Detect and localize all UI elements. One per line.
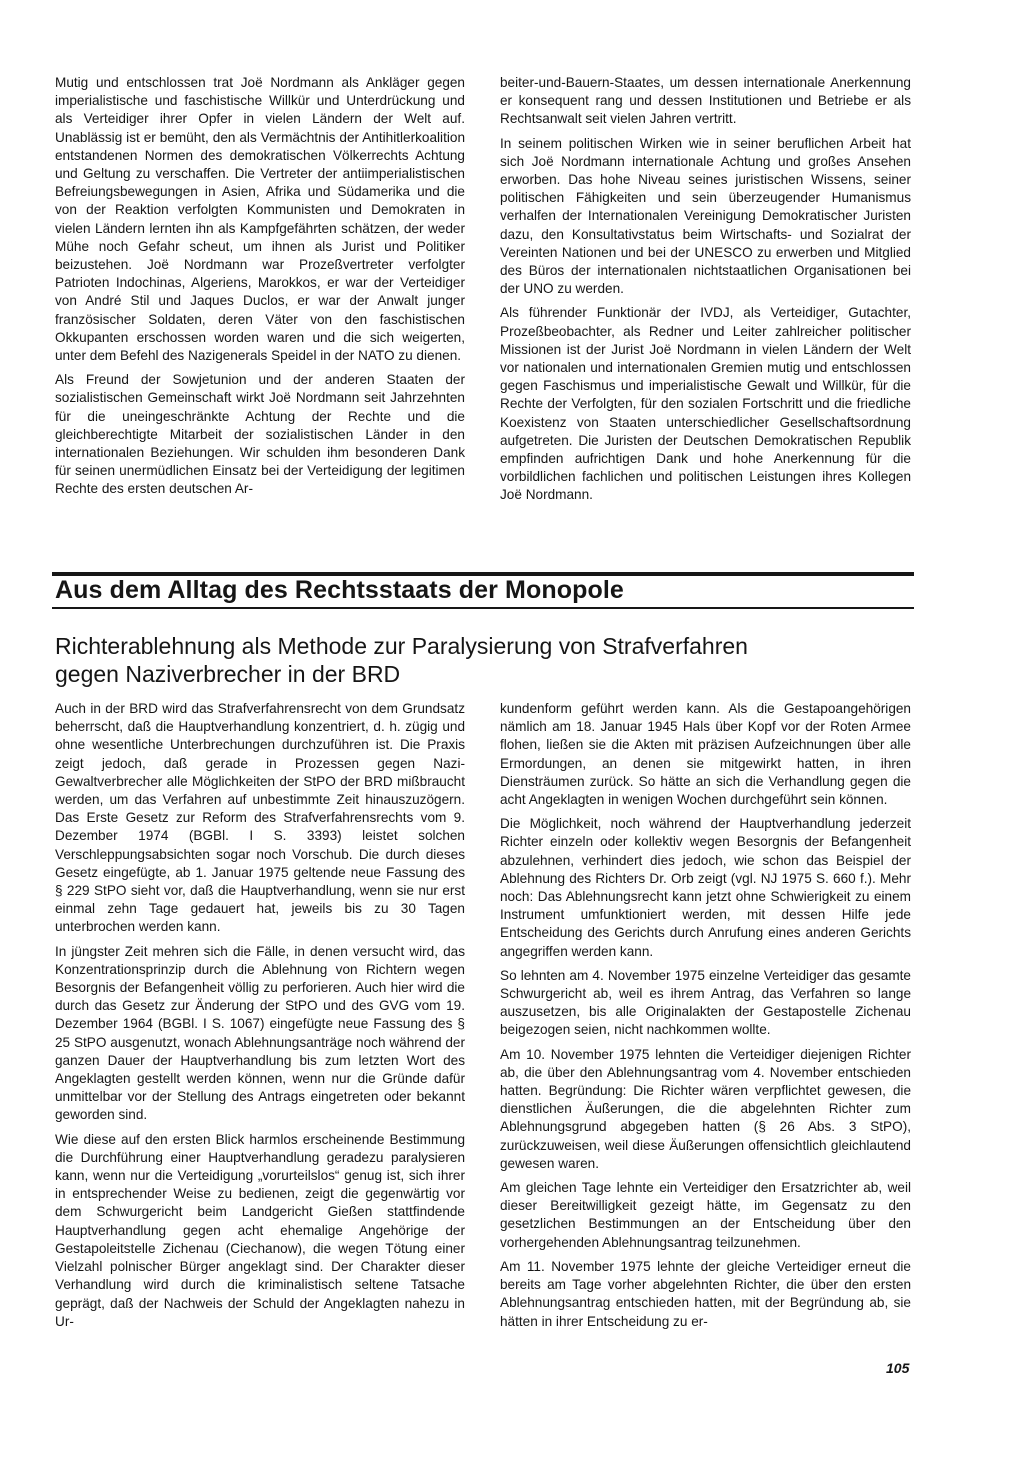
paragraph: Auch in der BRD wird das Strafverfahrensrecht von dem Grundsatz beherrscht, daß die Hauptverhandlung konzentriert, d. h. zügig und ohne wesentliche Unterbrechungen durchzuführen ist. Die Praxis zeigt jedoch, daß gerade in Prozessen gegen Nazi-Gewaltverbrecher alle Möglichkeiten der StPO der BRD mißbraucht werden, um das Verfahren auf unbestimmte Zeit hinauszuzögern. Das Erste Gesetz zur Reform des Strafverfahrensrechts vom 9. Dezember 1974 (BGBl. I S. 3393) leistet solchen Verschleppungsabsichten sogar noch Vorschub. Die durch dieses Gesetz eingefügte, ab 1. Januar 1975 geltende neue Fassung des § 229 StPO sieht vor, daß die Hauptverhandlung, wenn sie nur erst einmal zehn Tage gedauert hat, jeweils bis zu 30 Tagen unterbrochen werden kann.	[55, 701, 465, 935]
paragraph: kundenform geführt werden kann. Als die Gestapoangehörigen nämlich am 18. Januar 1945 Hals über Kopf vor der Roten Armee flohen, ließen sie die Akten mit präzisen Aufzeichnungen über alle Ermordungen, an denen sie mitgewirkt hatten, in ihren Diensträumen zurück. So hätte an sich die Verhandlung gegen die acht Angeklagten in wenigen Wochen durchgeführt sein können.	[500, 701, 911, 808]
paragraph: Wie diese auf den ersten Blick harmlos erscheinende Bestimmung die Durchführung einer Hauptverhandlung geradezu paralysieren kann, wenn nur die Verteidigung „vorurteilslos“ genug ist, sich ihrer in entsprechender Weise zu bedienen, zeigt die gegenwärtig vor dem Schwurgericht beim Landgericht Gießen stattfindende Hauptverhandlung gegen acht ehemalige Angehörige der Gestapoleitstelle Zichenau (Ciechanow), die wegen Tötung einer Vielzahl polnischer Bürger angeklagt sind. Der Charakter dieser Verhandlung wird durch die kriminalistisch seltene Tatsache geprägt, daß der Nachweis der Schuld der Angeklagten nahezu in Ur-	[55, 1131, 465, 1329]
top-left-column	[55, 74, 465, 505]
paragraph: In seinem politischen Wirken wie in seiner beruflichen Arbeit hat sich Joë Nordmann internationale Achtung und großes Ansehen erworben. Das hohe Niveau seines juristischen Wissens, seiner politischen Fähigkeiten und sein überzeugender Humanismus verhalfen der Internationalen Vereinigung Demokratischer Juristen dazu, den Konsultativstatus beim Wirtschafts- und Sozialrat der Vereinten Nationen und bei der UNESCO zu erwerben und Mitglied des Büros der internationalen nichtstaatlichen Organisationen bei der UNO zu werden.	[500, 135, 911, 297]
paragraph: In jüngster Zeit mehren sich die Fälle, in denen versucht wird, das Konzentrationsprinzip durch die Ablehnung von Richtern wegen Besorgnis der Befangenheit völlig zu perforieren. Auch hier wird die durch das Gesetz zur Änderung der StPO und des GVG vom 19. Dezember 1964 (BGBl. I S. 1067) eingefügte neue Fassung des § 25 StPO ausgenutzt, wonach Ablehnungsanträge noch während der ganzen Dauer der Hauptverhandlung bis zum letzten Wort des Angeklagten gestellt werden können, wenn nur die Gründe dafür unmittelbar vor der Stellung des Antrags eingetreten oder bekannt geworden sind.	[55, 943, 465, 1123]
bottom-left-column	[55, 700, 465, 1337]
paragraph: Am 10. November 1975 lehnten die Verteidiger diejenigen Richter ab, die über den Ablehnungsantrag vom 4. November entschieden hatten. Begründung: Die Richter wären verpflichtet gewesen, die dienstlichen Äußerungen, die die abgelehnten Richter zum Ablehnungsgrund abgegeben hatten (§ 26 Abs. 3 StPO), zurückzuweisen, weil diese Äußerungen offensichtlich gleichlautend gewesen waren.	[500, 1046, 911, 1171]
paragraph: Am 11. November 1975 lehnte der gleiche Verteidiger erneut die bereits am Tage vorher abgelehnten Richter, die über den ersten Ablehnungsantrag entschieden hatten, mit der Begründung ab, sie hätten in ihrer Entscheidung zu er-	[500, 1258, 911, 1329]
article-title	[55, 632, 915, 688]
page-number: 105	[886, 1360, 910, 1376]
paragraph: beiter-und-Bauern-Staates, um dessen internationale Anerkennung er konsequent rang und dessen Institutionen und Betriebe er als Rechtsanwalt seit vielen Jahren vertritt.	[500, 75, 911, 127]
article-title-line: gegen Naziverbrecher in der BRD	[55, 661, 401, 687]
paragraph: So lehnten am 4. November 1975 einzelne Verteidiger das gesamte Schwurgericht ab, weil es ihrem Antrag, das Verfahren so lange auszusetzen, bis alle Originalakten der Gestapostelle Zichenau beigezogen seien, nicht nachkommen wollte.	[500, 967, 911, 1038]
paragraph: Die Möglichkeit, noch während der Hauptverhandlung jederzeit Richter einzeln oder kollektiv wegen Besorgnis der Befangenheit abzulehnen, verhindert dies jedoch, wie schon das Beispiel der Ablehnung des Richters Dr. Orb zeigt (vgl. NJ 1975 S. 660 f.). Mehr noch: Das Ablehnungsrecht kann jetzt ohne Schwierigkeit zu einem Instrument umfunktioniert werden, mit dessen Hilfe jede Entscheidung des Gerichts durch Anrufung eines anderen Gerichts angegriffen werden kann.	[500, 816, 911, 959]
paragraph: Als führender Funktionär der IVDJ, als Verteidiger, Gutachter, Prozeßbeobachter, als Redner und Leiter zahlreicher politischer Missionen ist der Jurist Joë Nordmann in vielen Ländern der Welt vor nationalen und internationalen Gremien mutig und entschlossen gegen Faschismus und imperialistische Gewalt und Willkür, für die Rechte der Verfolgten, für den sozialen Fortschritt und die friedliche Koexistenz von Staaten unterschiedlicher Gesellschaftsordnung aufgetreten. Die Juristen der Deutschen Demokratischen Republik empfinden aufrichtigen Dank und hohe Anerkennung für die vorbildlichen fachlichen und politischen Leistungen ihres Kollegen Joë Nordmann.	[500, 305, 911, 503]
section-rule-bottom	[52, 607, 914, 609]
article-title-line: Richterablehnung als Methode zur Paralysierung von Strafverfahren	[55, 633, 748, 659]
paragraph: Als Freund der Sowjetunion und der anderen Staaten der sozialistischen Gemeinschaft wirkt Joë Nordmann seit Jahrzehnten für die uneingeschränkte Achtung der Rechte und die gleichberechtigte Mitarbeit der sozialistischen Länder in den internationalen Beziehungen. Wir schulden ihm besonderen Dank für seinen unermüdlichen Einsatz bei der Verteidigung der legitimen Rechte des ersten deutschen Ar-	[55, 372, 465, 497]
bottom-right-column	[500, 700, 911, 1337]
section-heading: Aus dem Alltag des Rechtsstaats der Monopole	[55, 576, 624, 604]
top-right-column	[500, 74, 911, 511]
paragraph: Am gleichen Tage lehnte ein Verteidiger den Ersatzrichter ab, weil dieser Bereitwilligkeit gezeigt hätte, im Gegensatz zu den gesetzlichen Bestimmungen an der Entscheidung über den vorhergehenden Ablehnungsantrag teilzunehmen.	[500, 1180, 911, 1250]
paragraph: Mutig und entschlossen trat Joë Nordmann als Ankläger gegen imperialistische und faschistische Willkür und Unterdrückung und als Verteidiger ihrer Opfer in vielen Ländern der Welt auf. Unablässig ist er bemüht, den als Vermächtnis der Antihitlerkoalition entstandenen Normen des demokratischen Völkerrechts Achtung und Geltung zu verschaffen. Die Vertreter der antiimperialistischen Befreiungsbewegungen in Asien, Afrika und Südamerika und die von der Reaktion verfolgten Kommunisten und Demokraten in vielen Ländern lernten ihn als Kampfgefährten schätzen, der weder Mühe noch Gefahr scheut, um ihnen als Jurist und Politiker beizustehen. Joë Nordmann war Prozeßvertreter verfolgter Patrioten Indochinas, Algeriens, Marokkos, er war der Verteidiger von André Stil und Jaques Duclos, er war der Anwalt junger französischer Soldaten, deren Väter von den faschistischen Okkupanten erschossen worden waren und die sich weigerten, unter dem Befehl des Nazigenerals Speidel in der NATO zu dienen.	[55, 75, 465, 364]
